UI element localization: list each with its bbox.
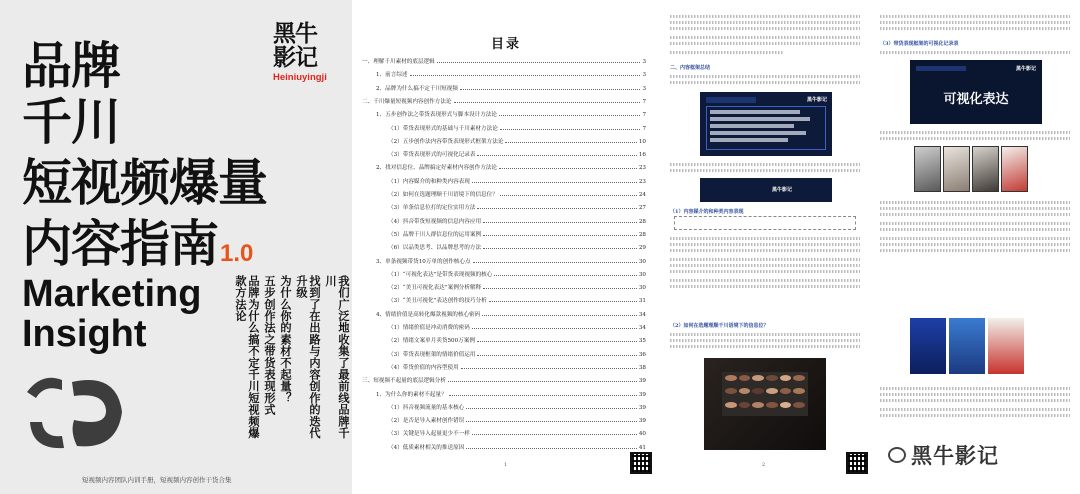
toc-item-page: 39 xyxy=(638,391,646,398)
toc-item-text: （2）情绪文案单月卖货500万案例 xyxy=(388,338,475,345)
toc-leader xyxy=(477,341,637,342)
toc-item xyxy=(362,331,646,344)
toc-item-text: 1、五步创作法之带货表现形式与脚本设计方法论 xyxy=(376,112,498,119)
qr-code xyxy=(846,452,868,474)
content-page-2 xyxy=(660,0,870,494)
eyeshadow-palette-image xyxy=(722,372,808,416)
cover-version: 1.0 xyxy=(220,240,254,267)
body-text-block xyxy=(880,12,1070,33)
toc-item xyxy=(362,345,646,358)
toc-item xyxy=(362,185,646,198)
video-frame xyxy=(1001,146,1028,192)
toc-item-page: 7 xyxy=(642,112,646,119)
toc-item-page: 3 xyxy=(642,72,646,79)
toc-item-page: 23 xyxy=(638,165,646,172)
toc-item xyxy=(362,385,646,398)
toc-leader xyxy=(482,315,637,316)
toc-item xyxy=(362,291,646,304)
wechat-icon xyxy=(888,447,906,463)
cover-title-line1: 品牌 xyxy=(22,37,120,95)
toc-item-page: 38 xyxy=(638,364,646,371)
cover-en-line1: Marketing xyxy=(22,273,202,315)
toc-item xyxy=(362,119,646,132)
toc-leader xyxy=(483,235,637,236)
cover-footer: 短视频内容团队内训手册，短视频内容创作干货合集 xyxy=(82,476,232,484)
body-text-block xyxy=(670,160,860,175)
vertical-col: 品牌为什么搞不定千川短视频爆款方法论 xyxy=(234,275,260,439)
video-frames xyxy=(914,146,1028,192)
logo-line2: 影记 xyxy=(273,45,317,71)
toc-item-page: 34 xyxy=(638,311,646,318)
toc-item-page: 30 xyxy=(638,285,646,292)
slide-screenshot xyxy=(700,178,832,202)
slide-brand: 黑牛影记 xyxy=(771,187,792,193)
toc-item-text: （3）带货表现形式的可视化记录表 xyxy=(388,152,476,159)
toc-item-text: 2、品牌为什么搞不定千川短视频 xyxy=(376,85,458,92)
toc-item-text: （3）带货表现框架的情绪价值运用 xyxy=(388,351,476,358)
video-frame xyxy=(972,146,999,192)
watermark xyxy=(888,440,999,470)
toc-item-page: 39 xyxy=(638,404,646,411)
video-frame xyxy=(914,146,941,192)
toc-item xyxy=(362,424,646,437)
toc-item-text: （1）抖音视频流量的基本核心 xyxy=(388,404,465,411)
cover-vertical-text xyxy=(230,275,350,445)
toc-item-text: （4）带货价值的内容型使用 xyxy=(388,364,459,371)
toc-item-page: 34 xyxy=(638,325,646,331)
toc-item-page: 27 xyxy=(638,205,646,212)
product-image xyxy=(988,318,1024,374)
body-text-block xyxy=(670,12,860,57)
toc-item-page: 3 xyxy=(642,85,646,92)
toc-item-text: （4）低质素材相关的推送原因 xyxy=(388,444,465,451)
toc-item xyxy=(362,252,646,265)
vertical-col: 五步创作法之带货表现形式 xyxy=(263,275,276,416)
toc-item-text: （4）抖音带货短视频的信息内容应用 xyxy=(388,218,482,225)
toc-item-page: 30 xyxy=(638,271,646,278)
slide-screenshot xyxy=(700,92,832,156)
toc-leader xyxy=(489,301,637,302)
section-heading: （1）内容媒介的和种类内容表现 xyxy=(670,209,744,215)
toc-item-text: 1、前言综述 xyxy=(376,72,408,79)
toc-leader xyxy=(477,355,636,356)
brand-logo xyxy=(273,22,333,83)
cover-title-line2: 千川 xyxy=(22,93,120,151)
toc-item-page: 7 xyxy=(642,98,646,105)
toc-item-text: （2）“美丑可视化表达”案例分析解释 xyxy=(388,285,482,292)
vertical-col: 找到了在出路与内容创作的迭代升级 xyxy=(295,275,321,439)
toc-item-page: 10 xyxy=(638,138,646,145)
toc-leader xyxy=(437,62,641,63)
toc-item-text: 三、短视频不起量的底层逻辑分析 xyxy=(362,378,446,385)
toc-leader xyxy=(460,89,641,90)
toc-item xyxy=(362,198,646,211)
toc-leader xyxy=(483,222,637,223)
toc-item-text: 4、情绪价值是高转化爆款视频的核心密码 xyxy=(376,311,481,318)
toc-leader xyxy=(483,248,637,249)
slide-brand: 黑牛影记 xyxy=(806,97,827,103)
toc-item-page: 24 xyxy=(638,192,646,198)
video-frame xyxy=(943,146,970,192)
toc-leader xyxy=(448,381,637,382)
toc-item-page: 28 xyxy=(638,231,646,238)
body-text-block xyxy=(670,330,860,351)
toc-item-text: 二、千川爆量短视频内容创作方法论 xyxy=(362,98,452,105)
toc-item-text: （5）品牌千川人群信息位的运用案例 xyxy=(388,231,482,238)
toc-item xyxy=(362,158,646,171)
toc-leader xyxy=(499,168,637,169)
toc-item xyxy=(362,265,646,278)
toc-leader xyxy=(483,288,637,289)
toc-item-page: 36 xyxy=(638,351,646,358)
watermark-text: 黑牛影记 xyxy=(911,444,999,468)
cover-title-line3: 短视频爆量 xyxy=(22,154,267,212)
cover-en-line2: Insight xyxy=(22,313,147,355)
toc-item xyxy=(362,105,646,118)
toc-item xyxy=(362,52,646,65)
toc-leader xyxy=(477,155,636,156)
toc-item-text: 3、单条视频带货10万单的创作核心点 xyxy=(376,258,471,265)
toc-item-text: （3）关键是导入起量更少不一样 xyxy=(388,431,470,438)
toc-item-page: 29 xyxy=(638,245,646,252)
product-image xyxy=(949,318,985,374)
toc-item xyxy=(362,371,646,384)
logo-en: Heiniuyingji xyxy=(273,72,327,83)
content-page-3 xyxy=(870,0,1080,494)
toc-item xyxy=(362,79,646,92)
visual-expression-slide xyxy=(910,60,1042,124)
body-text-block xyxy=(880,384,1070,420)
logo-line1: 黑牛 xyxy=(273,21,317,47)
toc-item-page: 3 xyxy=(642,59,646,65)
toc-item xyxy=(362,318,646,331)
toc-item xyxy=(362,438,646,451)
visual-expression-title: 可视化表达 xyxy=(943,92,1009,107)
vertical-col: 为什么你的素材不起量？ xyxy=(279,275,292,404)
toc-leader xyxy=(472,182,637,183)
toc-leader xyxy=(466,448,637,449)
toc-item xyxy=(362,358,646,371)
toc-item-text: （3）单条信息位打的定位实用方法 xyxy=(388,205,476,212)
section-heading: （3）带货表现框架的可视化记录表 xyxy=(880,41,959,47)
section-heading: 二、内容框架总结 xyxy=(670,65,711,71)
toc-leader xyxy=(461,368,637,369)
toc-item xyxy=(362,225,646,238)
cover-title-line4 xyxy=(22,215,254,280)
toc-leader xyxy=(466,408,637,409)
toc-item-page: 16 xyxy=(638,152,646,159)
toc-item-text: 一、理解千川素材的底层逻辑 xyxy=(362,59,435,65)
body-text-block xyxy=(880,198,1070,255)
page-number: 1 xyxy=(504,462,508,468)
toc-item-text: （3）“美丑可视化”表达创作的技巧分析 xyxy=(388,298,487,305)
toc-leader xyxy=(494,275,637,276)
quote-box xyxy=(674,216,856,230)
toc-item-text: （2）五步创作法内容带货表现形式框架方法论 xyxy=(388,138,504,145)
body-text-block xyxy=(880,128,1070,143)
toc-item xyxy=(362,65,646,78)
decorative-graphic xyxy=(22,372,132,452)
qr-code xyxy=(630,452,652,474)
toc-item-page: 39 xyxy=(638,378,646,385)
toc-leader xyxy=(473,262,637,263)
toc-item xyxy=(362,172,646,185)
toc-item-text: （1）“可视化表达”是带货表现视频的核心 xyxy=(388,271,493,278)
toc-leader xyxy=(477,208,636,209)
toc-item xyxy=(362,278,646,291)
page-number: 2 xyxy=(762,462,766,468)
toc-item-text: 2、找对信息位、品牌搞定好素材内容创作方法论 xyxy=(376,165,498,172)
toc-item-text: （1）带货表现形式的基础与千川素材方法论 xyxy=(388,125,498,132)
toc-item-page: 41 xyxy=(638,444,646,451)
toc-item-text: 1、为什么你的素材不起量？ xyxy=(376,391,447,398)
body-text-block xyxy=(670,72,860,87)
toc-item-page: 7 xyxy=(642,125,646,132)
toc-item xyxy=(362,92,646,105)
slide-brand: 黑牛影记 xyxy=(1015,66,1036,72)
product-image xyxy=(910,318,946,374)
toc-item xyxy=(362,132,646,145)
toc-leader xyxy=(454,102,641,103)
toc-leader xyxy=(466,421,637,422)
toc-item-text: （6）以品类思考、以品牌思考的方法 xyxy=(388,245,482,252)
toc-item-text: （1）情绪价值是冲动消费的密码 xyxy=(388,325,470,331)
toc-item xyxy=(362,411,646,424)
toc-leader xyxy=(505,142,636,143)
toc-page xyxy=(352,0,660,494)
toc-leader xyxy=(499,115,640,116)
vertical-col: 我们广泛地收集了最前线品牌千川 xyxy=(324,275,350,439)
cover-page xyxy=(0,0,352,494)
body-text-block xyxy=(670,234,860,291)
toc-leader xyxy=(410,75,641,76)
toc-item-page: 31 xyxy=(638,298,646,305)
toc-item xyxy=(362,238,646,251)
toc-item-page: 23 xyxy=(638,178,646,185)
toc-leader xyxy=(500,129,641,130)
toc-item-text: （2）如何在选题理顺千川语境下的信息位？ xyxy=(388,192,498,198)
toc-leader xyxy=(449,395,637,396)
section-heading: （2）如何在选题理顺千川语境下的信息位？ xyxy=(670,323,769,329)
toc-item-page: 35 xyxy=(638,338,646,345)
toc-item-page: 39 xyxy=(638,418,646,425)
toc-item xyxy=(362,305,646,318)
toc-item xyxy=(362,145,646,158)
toc-title: 目录 xyxy=(490,37,521,52)
toc-item-page: 30 xyxy=(638,258,646,265)
toc-item xyxy=(362,212,646,225)
toc-item-text: （2）是否是导入素材创作错误 xyxy=(388,418,465,425)
toc-leader xyxy=(500,195,637,196)
toc-item-text: （1）内容媒介的和种类内容表现 xyxy=(388,178,470,185)
product-images xyxy=(910,318,1024,374)
toc-item xyxy=(362,398,646,411)
toc-item-page: 28 xyxy=(638,218,646,225)
cover-title-text: 内容指南 xyxy=(22,215,218,273)
toc-item-page: 40 xyxy=(638,431,646,438)
body-text-block xyxy=(880,48,1070,57)
toc-leader xyxy=(472,328,637,329)
toc-leader xyxy=(472,434,637,435)
